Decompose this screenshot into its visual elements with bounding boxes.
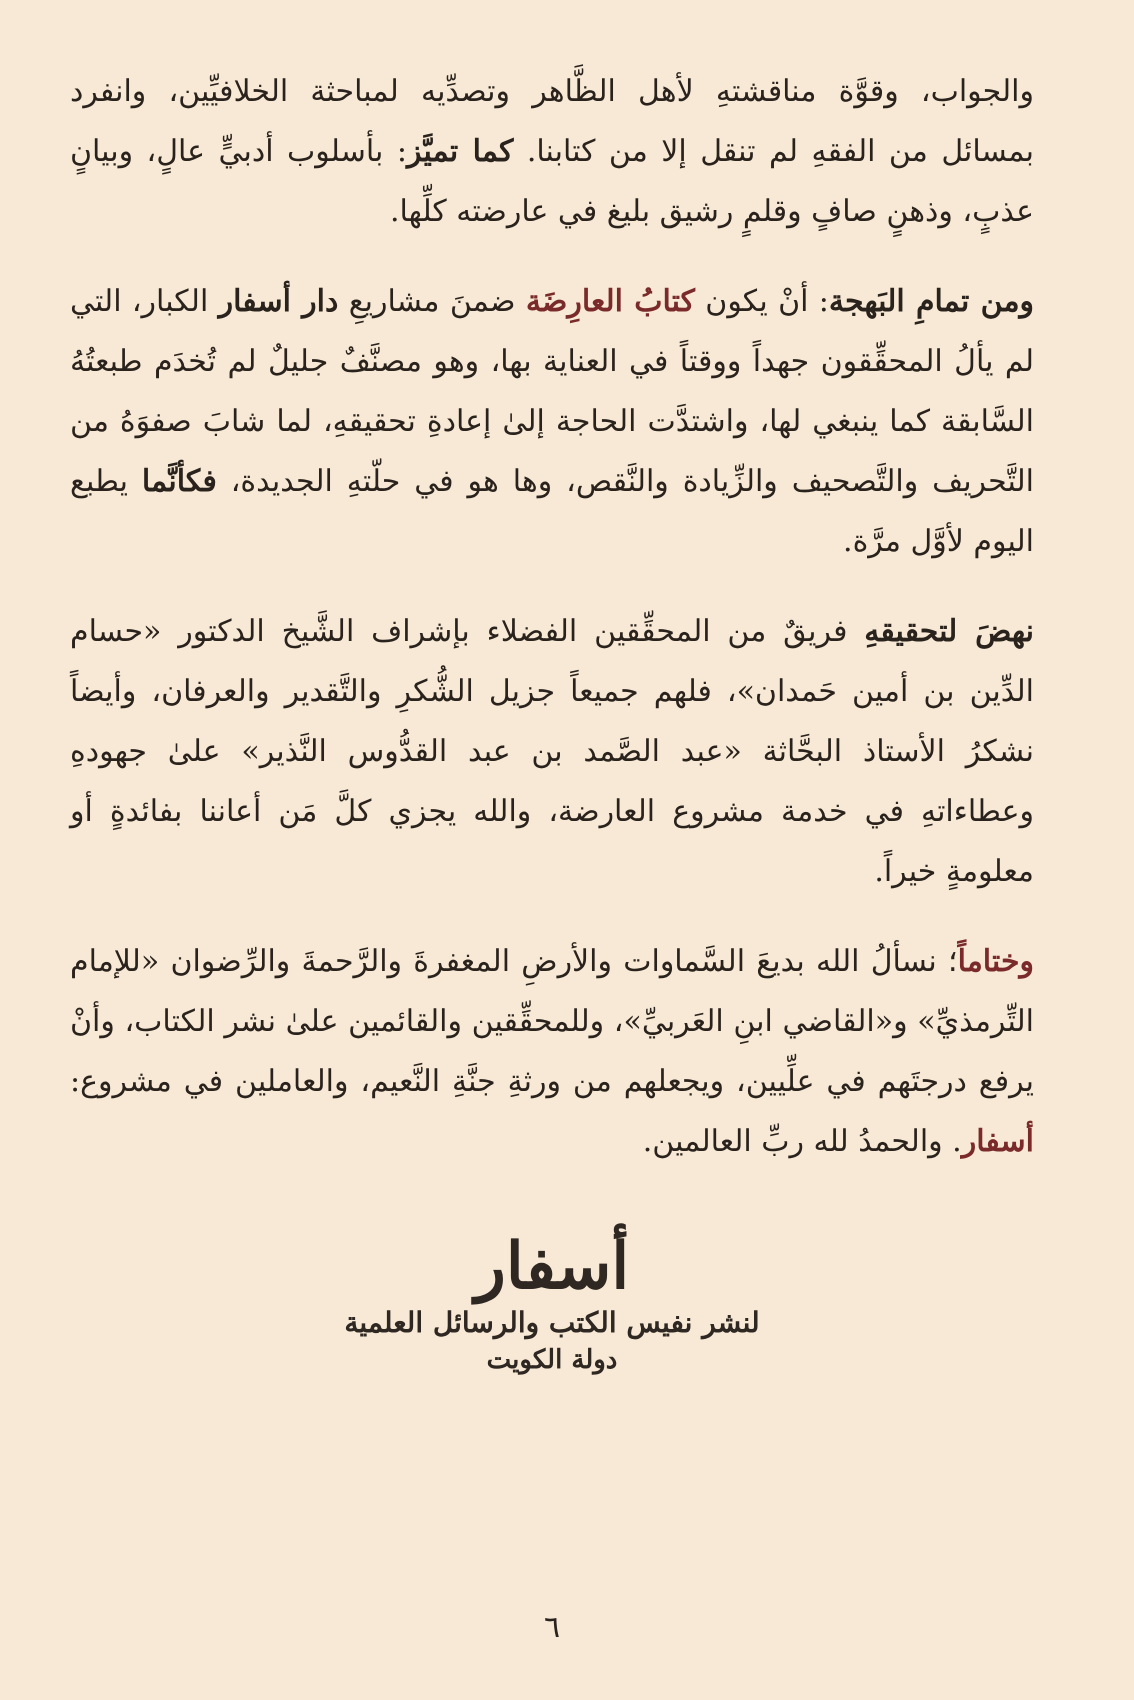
document-page — [70, 62, 1035, 1645]
text-segment: والجواب، وقوَّة مناقشتهِ لأهل الظَّاهر وتصدِّيه لمباحثة الخلافيِّين، وانفرد بمسائل من الفقهِ لم تنقل إلا من كتابنا. — [70, 74, 1034, 169]
text-segment: يطبع اليوم لأوَّل مرَّة. — [70, 464, 1034, 559]
body-text — [70, 62, 1034, 1172]
highlighted-text: أسفار — [961, 1124, 1034, 1159]
bold-text: ومن تمامِ البَهجة — [828, 284, 1035, 319]
highlighted-text: وختاماً — [957, 944, 1034, 979]
publisher-logo — [70, 1230, 1034, 1378]
text-segment: فريقٌ من المحقِّقين الفضلاء بإشراف الشَّيخ الدكتور «حسام الدِّين بن أمين حَمدان»، فلهم جميعاً جزيل الشُّكرِ والتَّقدير والعرفان، وأيضاً نشكرُ الأستاذ البحَّاثة «عبد الصَّمد بن عبد القدُّوس النَّذير» علىٰ جهودهِ وعطاءاتهِ في خدمة مشروع العارضة، والله يجزي كلَّ مَن أعاننا بفائدةٍ أو معلومةٍ خيراً. — [70, 614, 1034, 889]
text-segment: ضمنَ مشاريعِ — [338, 284, 526, 319]
text-segment: . والحمدُ لله ربِّ العالمين. — [642, 1124, 962, 1159]
text-segment: ؛ نسألُ الله بديعَ السَّماوات والأرضِ المغفرةَ والرَّحمةَ والرِّضوان «للإمام التِّرمذيِّ» و«القاضي ابنِ العَربيِّ»، وللمحقِّقين والقائمين علىٰ نشر الكتاب، وأنْ يرفع درجتَهم في علِّيين، ويجعلهم من ورثةِ جنَّةِ النَّعيم، والعاملين في مشروع: — [70, 944, 1034, 1099]
text-segment: الكبار، التي لم يألُ المحقِّقون جهداً ووقتاً في العناية بها، وهو مصنَّفٌ جليلٌ لم تُخدَم طبعتُهُ السَّابقة كما ينبغي لها، واشتدَّت الحاجة إلىٰ إعادةِ تحقيقهِ، لما شابَ صفوَهُ من التَّحريف والتَّصحيف والزِّيادة والنَّقص، وها هو في حلّتهِ الجديدة، — [70, 284, 1034, 499]
highlighted-text: كتابُ العارِضَة — [525, 284, 695, 319]
text-segment: : بأسلوب أدبيٍّ عالٍ، وبيانٍ عذبٍ، وذهنٍ صافٍ وقلمٍ رشيق بليغ في عارضته كلِّها. — [70, 134, 1034, 229]
publisher-logo-word: أسفار — [474, 1229, 630, 1304]
paragraph-1 — [70, 62, 1034, 242]
bold-text: فكأنَّما — [141, 464, 217, 499]
publisher-logo-country: دولة الكويت — [486, 1345, 618, 1375]
page-number: ٦ — [543, 1610, 561, 1645]
paragraph-3 — [70, 602, 1034, 902]
text-segment: : أنْ يكون — [694, 284, 829, 319]
bold-text: كما تميَّز — [406, 134, 514, 169]
bold-text: دار أسفار — [218, 284, 339, 319]
paragraph-2 — [70, 272, 1034, 572]
publisher-logo-tagline: لنشر نفيس الكتب والرسائل العلمية — [344, 1306, 760, 1339]
bold-text: نهضَ لتحقيقهِ — [864, 614, 1035, 649]
paragraph-4 — [70, 932, 1034, 1172]
